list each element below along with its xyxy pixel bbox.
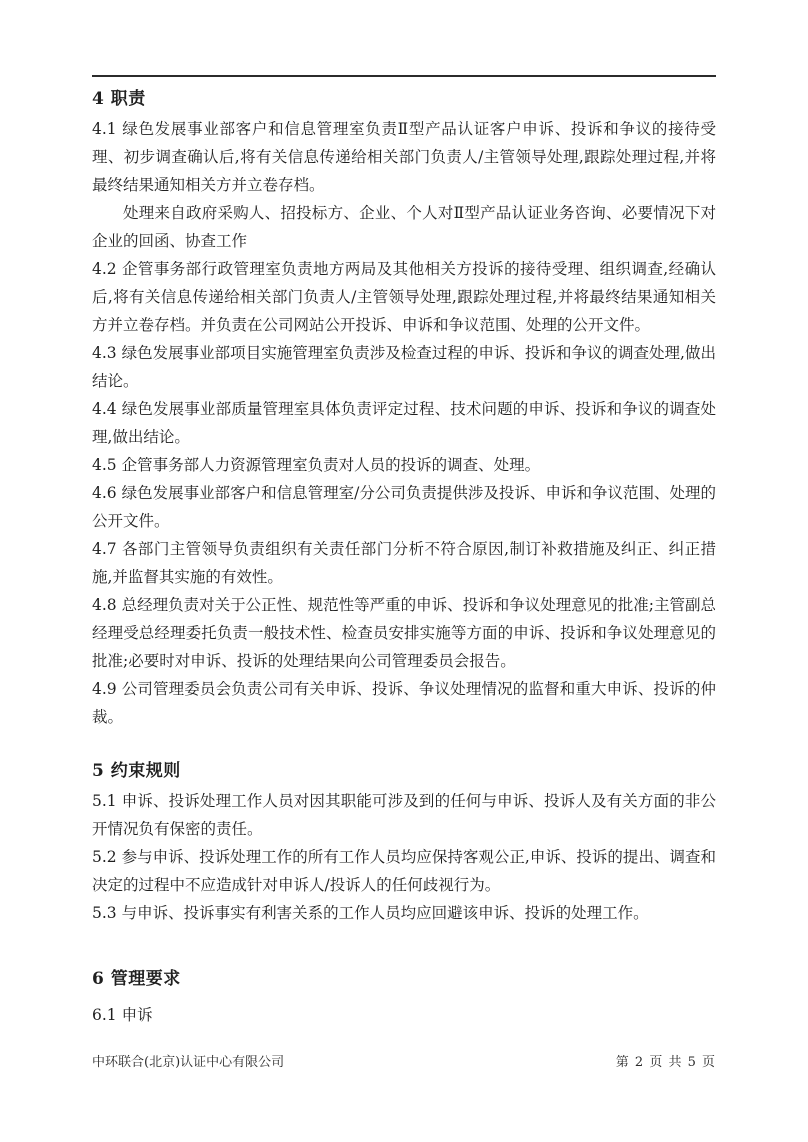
paragraph: 处理来自政府采购人、招投标方、企业、个人对Ⅱ型产品认证业务咨询、必要情况下对企业的回函、协查工作: [92, 204, 716, 250]
paragraph: 4.8 总经理负责对关于公正性、规范性等严重的申诉、投诉和争议处理意见的批准;主管副总经理受总经理委托负责一般技术性、检查员安排实施等方面的申诉、投诉和争议处理意见的批准;必要时对申诉、投诉的处理结果向公司管理委员会报告。: [92, 596, 716, 670]
section-constraint-rules: [92, 757, 716, 927]
section-heading: 4 职责: [92, 89, 146, 109]
page-footer: [92, 1053, 716, 1073]
paragraph: 4.3 绿色发展事业部项目实施管理室负责涉及检查过程的申诉、投诉和争议的调查处理,做出结论。: [92, 344, 716, 390]
paragraph: 5.2 参与申诉、投诉处理工作的所有工作人员均应保持客观公正,申诉、投诉的提出、调查和决定的过程中不应造成针对申诉人/投诉人的任何歧视行为。: [92, 848, 716, 894]
footer-company-name: 中环联合(北京)认证中心有限公司: [92, 1055, 285, 1070]
paragraph: 5.1 申诉、投诉处理工作人员对因其职能可涉及到的任何与申诉、投诉人及有关方面的非公开情况负有保密的责任。: [92, 792, 716, 838]
paragraph: 4.1 绿色发展事业部客户和信息管理室负责Ⅱ型产品认证客户申诉、投诉和争议的接待受理、初步调查确认后,将有关信息传递给相关部门负责人/主管领导处理,跟踪处理过程,并将最终结果通知相关方并立卷存档。: [92, 120, 716, 194]
document-content: [92, 85, 716, 1029]
paragraph: 5.3 与申诉、投诉事实有利害关系的工作人员均应回避该申诉、投诉的处理工作。: [92, 904, 649, 922]
section-management-requirements: [92, 965, 716, 1029]
paragraph: 4.4 绿色发展事业部质量管理室具体负责评定过程、技术问题的申诉、投诉和争议的调查处理,做出结论。: [92, 400, 716, 446]
section-heading: 6 管理要求: [92, 969, 181, 989]
section-heading: 5 约束规则: [92, 761, 181, 781]
section-responsibilities: [92, 85, 716, 731]
paragraph: 4.2 企管事务部行政管理室负责地方两局及其他相关方投诉的接待受理、组织调查,经确认后,将有关信息传递给相关部门负责人/主管领导处理,跟踪处理过程,并将最终结果通知相关方并立卷存档。并负责在公司网站公开投诉、申诉和争议范围、处理的公开文件。: [92, 260, 716, 334]
paragraph: 4.9 公司管理委员会负责公司有关申诉、投诉、争议处理情况的监督和重大申诉、投诉的仲裁。: [92, 680, 716, 726]
header-rule: [92, 75, 716, 77]
subsection-heading: 6.1 申诉: [92, 1006, 153, 1024]
paragraph: 4.7 各部门主管领导负责组织有关责任部门分析不符合原因,制订补救措施及纠正、纠正措施,并监督其实施的有效性。: [92, 540, 716, 586]
paragraph: 4.6 绿色发展事业部客户和信息管理室/分公司负责提供涉及投诉、申诉和争议范围、处理的公开文件。: [92, 484, 716, 530]
paragraph: 4.5 企管事务部人力资源管理室负责对人员的投诉的调查、处理。: [92, 456, 541, 474]
footer-page-number: 第 2 页 共 5 页: [615, 1055, 716, 1070]
